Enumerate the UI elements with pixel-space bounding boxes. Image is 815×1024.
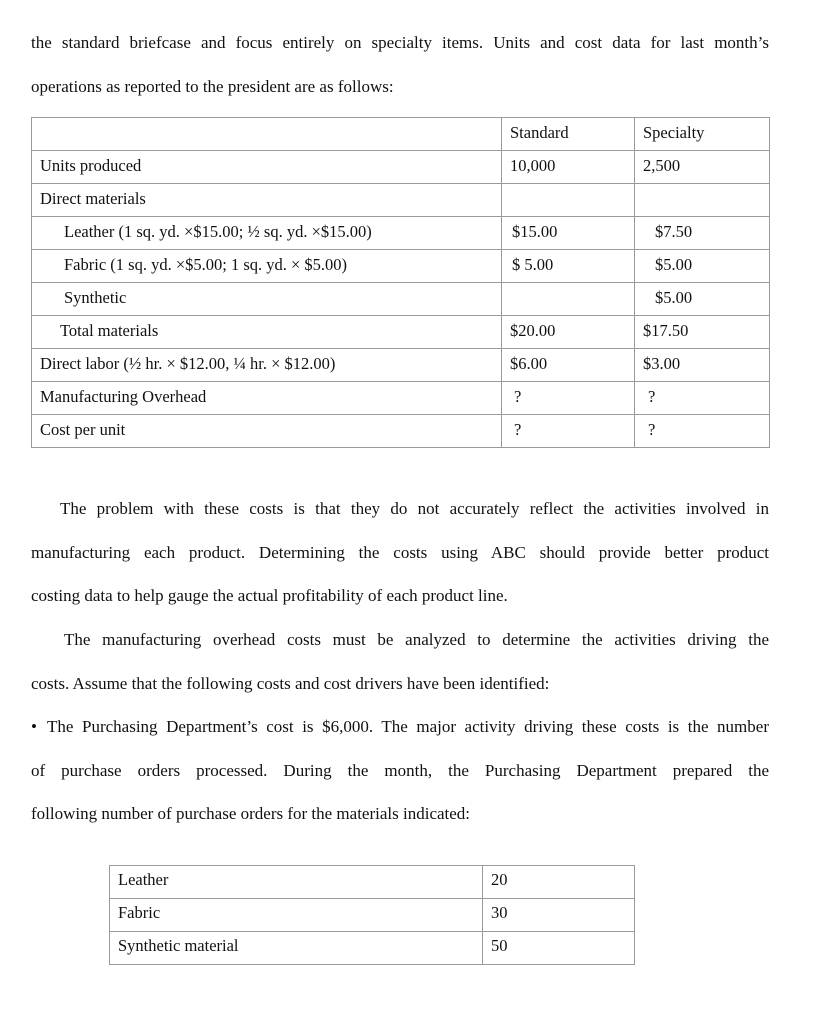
intro-line-1: the standard briefcase and focus entirely on specialty items. Units and cost data for last month’s [31, 33, 769, 52]
row-label: Units produced [32, 151, 502, 184]
table-row [32, 283, 770, 316]
specialty-value [635, 184, 770, 217]
standard-value: 10,000 [502, 151, 635, 184]
para1-line-1: The problem with these costs is that they do not accurately reflect the activities involved in [60, 499, 769, 518]
table-row [32, 415, 770, 448]
row-label-text: Synthetic [64, 288, 127, 307]
bullet-line-2: of purchase orders processed. During the month, the Purchasing Department prepared the [31, 761, 769, 780]
specialty-value [635, 250, 770, 283]
bullet-marker: • [31, 717, 37, 736]
specialty-value-text: $5.00 [655, 288, 693, 307]
material-cell: Synthetic material [110, 932, 483, 965]
standard-value-text: $ 5.00 [512, 255, 554, 274]
specialty-value-text: ? [648, 387, 656, 406]
row-label-text: Leather (1 sq. yd. ×$15.00; ½ sq. yd. ×$15.00) [64, 222, 372, 241]
intro-line-2: operations as reported to the president are as follows: [31, 77, 394, 96]
table-row [110, 932, 635, 965]
para1-line-3: costing data to help gauge the actual profitability of each product line. [31, 586, 508, 605]
table-row [32, 382, 770, 415]
specialty-value [635, 415, 770, 448]
standard-value: $6.00 [502, 349, 635, 382]
row-label-text: Fabric (1 sq. yd. ×$5.00; 1 sq. yd. × $5.00) [64, 255, 348, 274]
material-cell: Fabric [110, 899, 483, 932]
cost-table [31, 117, 770, 448]
table-row [32, 118, 770, 151]
row-label: Direct labor (½ hr. × $12.00, ¼ hr. × $12.00) [32, 349, 502, 382]
para2-line-2: costs. Assume that the following costs and cost drivers have been identified: [31, 674, 550, 693]
material-cell: Leather [110, 866, 483, 899]
specialty-value-text: $5.00 [655, 255, 693, 274]
row-label [32, 283, 502, 316]
row-label: Direct materials [32, 184, 502, 217]
standard-value-text: ? [514, 420, 522, 439]
bullet-line-3: following number of purchase orders for the materials indicated: [31, 804, 471, 823]
row-label: Cost per unit [32, 415, 502, 448]
para2-line-1: The manufacturing overhead costs must be analyzed to determine the activities driving the [64, 630, 769, 649]
specialty-value [635, 283, 770, 316]
specialty-value-text: $7.50 [655, 222, 693, 241]
row-label-text: Total materials [60, 321, 159, 340]
table-row [32, 316, 770, 349]
orders-cell: 50 [483, 932, 635, 965]
standard-value-text: $15.00 [512, 222, 558, 241]
standard-value [502, 283, 635, 316]
header-specialty: Specialty [635, 118, 770, 151]
standard-value-text: ? [514, 387, 522, 406]
specialty-value [635, 382, 770, 415]
purchase-orders-table [109, 865, 635, 965]
bullet-line-1: The Purchasing Department’s cost is $6,000. The major activity driving these costs is the number [47, 717, 769, 736]
para1-line-2: manufacturing each product. Determining the costs using ABC should provide better product [31, 543, 769, 562]
row-label [32, 316, 502, 349]
standard-value [502, 415, 635, 448]
header-standard: Standard [502, 118, 635, 151]
standard-value [502, 217, 635, 250]
specialty-value: 2,500 [635, 151, 770, 184]
row-label [32, 217, 502, 250]
standard-value [502, 184, 635, 217]
table-row [32, 217, 770, 250]
standard-value: $20.00 [502, 316, 635, 349]
table-row [32, 250, 770, 283]
specialty-value-text: ? [648, 420, 656, 439]
orders-cell: 20 [483, 866, 635, 899]
header-cell-label [32, 118, 502, 151]
standard-value [502, 250, 635, 283]
row-label [32, 250, 502, 283]
table-row [110, 899, 635, 932]
specialty-value: $17.50 [635, 316, 770, 349]
table-row [110, 866, 635, 899]
specialty-value: $3.00 [635, 349, 770, 382]
table-row [32, 349, 770, 382]
orders-cell: 30 [483, 899, 635, 932]
standard-value [502, 382, 635, 415]
table-row [32, 151, 770, 184]
specialty-value [635, 217, 770, 250]
row-label: Manufacturing Overhead [32, 382, 502, 415]
table-row [32, 184, 770, 217]
